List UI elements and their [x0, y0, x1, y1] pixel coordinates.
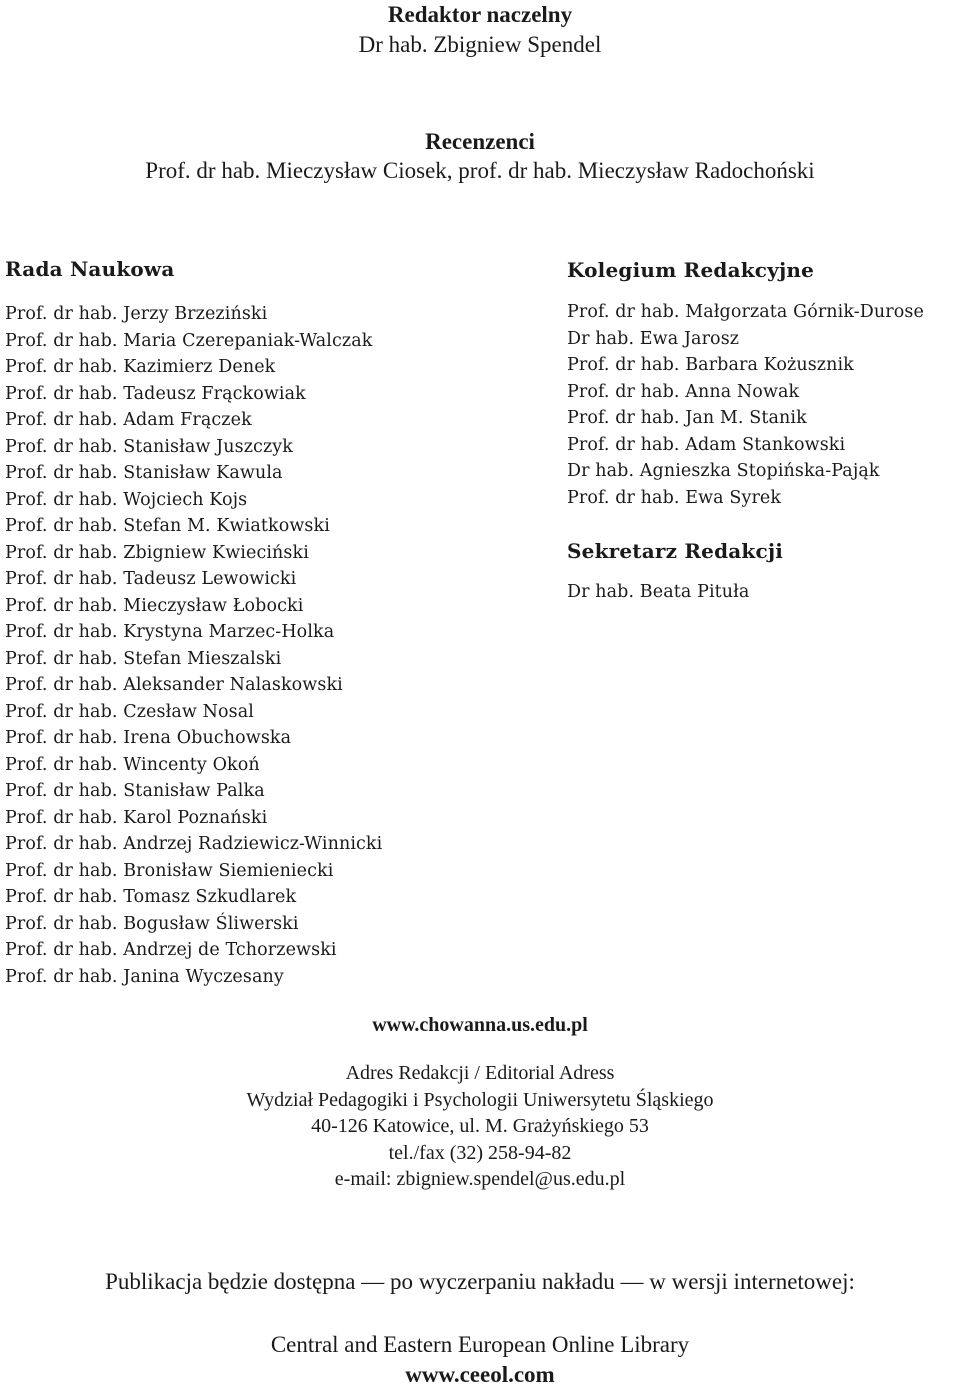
editorial-member: Prof. dr hab. Adam Stankowski: [567, 434, 846, 455]
scientific-board-heading: Rada Naukowa: [5, 257, 175, 281]
secretary-member: Dr hab. Beata Pituła: [567, 582, 750, 602]
board-member: Prof. dr hab. Tadeusz Frąckowiak: [5, 383, 306, 404]
address-line: tel./fax (32) 258-94-82: [388, 1141, 572, 1164]
board-member: Prof. dr hab. Andrzej de Tchorzewski: [5, 940, 337, 960]
library-link[interactable]: www.ceeol.com: [405, 1362, 555, 1387]
editor-heading: Redaktor naczelny: [387, 2, 573, 27]
board-member: Prof. dr hab. Andrzej Radziewicz-Winnicki: [5, 834, 383, 854]
publication-note: Publikacja będzie dostępna — po wyczerpaniu nakładu — w wersji internetowej:: [105, 1269, 855, 1294]
editorial-member: Dr hab. Ewa Jarosz: [567, 328, 740, 349]
address-line: 40-126 Katowice, ul. M. Grażyńskiego 53: [311, 1115, 649, 1137]
board-member: Prof. dr hab. Janina Wyczesany: [5, 966, 284, 987]
board-member: Prof. dr hab. Maria Czerepaniak-Walczak: [5, 330, 373, 351]
board-member: Prof. dr hab. Adam Frączek: [5, 410, 252, 430]
editorial-board-section: [567, 256, 960, 606]
editorial-board-list: [567, 299, 960, 511]
board-member: Prof. dr hab. Jerzy Brzeziński: [5, 304, 268, 324]
editorial-member: Prof. dr hab. Anna Nowak: [567, 381, 800, 402]
board-member: Prof. dr hab. Czesław Nosal: [5, 701, 254, 722]
reviewers-heading: Recenzenci: [425, 129, 535, 154]
editorial-member: Prof. dr hab. Małgorzata Górnik-Durose: [567, 302, 924, 322]
secretary-list: [567, 579, 960, 606]
editorial-member: Dr hab. Agnieszka Stopińska-Pająk: [567, 461, 880, 481]
board-member: Prof. dr hab. Bronisław Siemieniecki: [5, 860, 334, 881]
board-member: Prof. dr hab. Aleksander Nalaskowski: [5, 675, 343, 695]
editorial-member: Prof. dr hab. Barbara Kożusznik: [567, 355, 854, 375]
address-heading: Adres Redakcji / Editorial Adress: [345, 1062, 615, 1084]
library-name: Central and Eastern European Online Library: [270, 1332, 690, 1357]
board-member: Prof. dr hab. Stefan M. Kwiatkowski: [5, 516, 330, 536]
reviewers-names: Prof. dr hab. Mieczysław Ciosek, prof. dr hab. Mieczysław Radochoński: [145, 158, 815, 183]
board-member: Prof. dr hab. Wojciech Kojs: [5, 489, 248, 510]
board-member: Prof. dr hab. Kazimierz Denek: [5, 357, 276, 377]
editor-name: Dr hab. Zbigniew Spendel: [358, 32, 602, 57]
board-member: Prof. dr hab. Stanisław Palka: [5, 781, 265, 801]
board-member: Prof. dr hab. Mieczysław Łobocki: [5, 595, 304, 616]
board-member: Prof. dr hab. Stanisław Kawula: [5, 463, 283, 483]
editorial-member: Prof. dr hab. Jan M. Stanik: [567, 408, 807, 428]
secretary-heading: Sekretarz Redakcji: [567, 539, 784, 563]
board-member: Prof. dr hab. Stefan Mieszalski: [5, 648, 282, 669]
board-member: Prof. dr hab. Krystyna Marzec-Holka: [5, 622, 335, 642]
editorial-board-heading: Kolegium Redakcyjne: [567, 258, 815, 282]
board-member: Prof. dr hab. Tomasz Szkudlarek: [5, 887, 297, 907]
board-member: Prof. dr hab. Tadeusz Lewowicki: [5, 569, 297, 589]
editorial-member: Prof. dr hab. Ewa Syrek: [567, 487, 782, 508]
address-block: [0, 1060, 960, 1193]
scientific-board-list: [5, 301, 525, 990]
board-member: Prof. dr hab. Wincenty Okoń: [5, 754, 260, 775]
email-address[interactable]: e-mail: zbigniew.spendel@us.edu.pl: [334, 1168, 626, 1190]
website-link[interactable]: www.chowanna.us.edu.pl: [372, 1014, 588, 1036]
scientific-board-section: [5, 255, 525, 990]
board-member: Prof. dr hab. Karol Poznański: [5, 807, 268, 828]
board-member: Prof. dr hab. Bogusław Śliwerski: [5, 913, 299, 934]
address-line: Wydział Pedagogiki i Psychologii Uniwersytetu Śląskiego: [246, 1088, 714, 1111]
board-member: Prof. dr hab. Stanisław Juszczyk: [5, 436, 293, 457]
board-member: Prof. dr hab. Irena Obuchowska: [5, 728, 292, 748]
board-member: Prof. dr hab. Zbigniew Kwieciński: [5, 542, 309, 563]
